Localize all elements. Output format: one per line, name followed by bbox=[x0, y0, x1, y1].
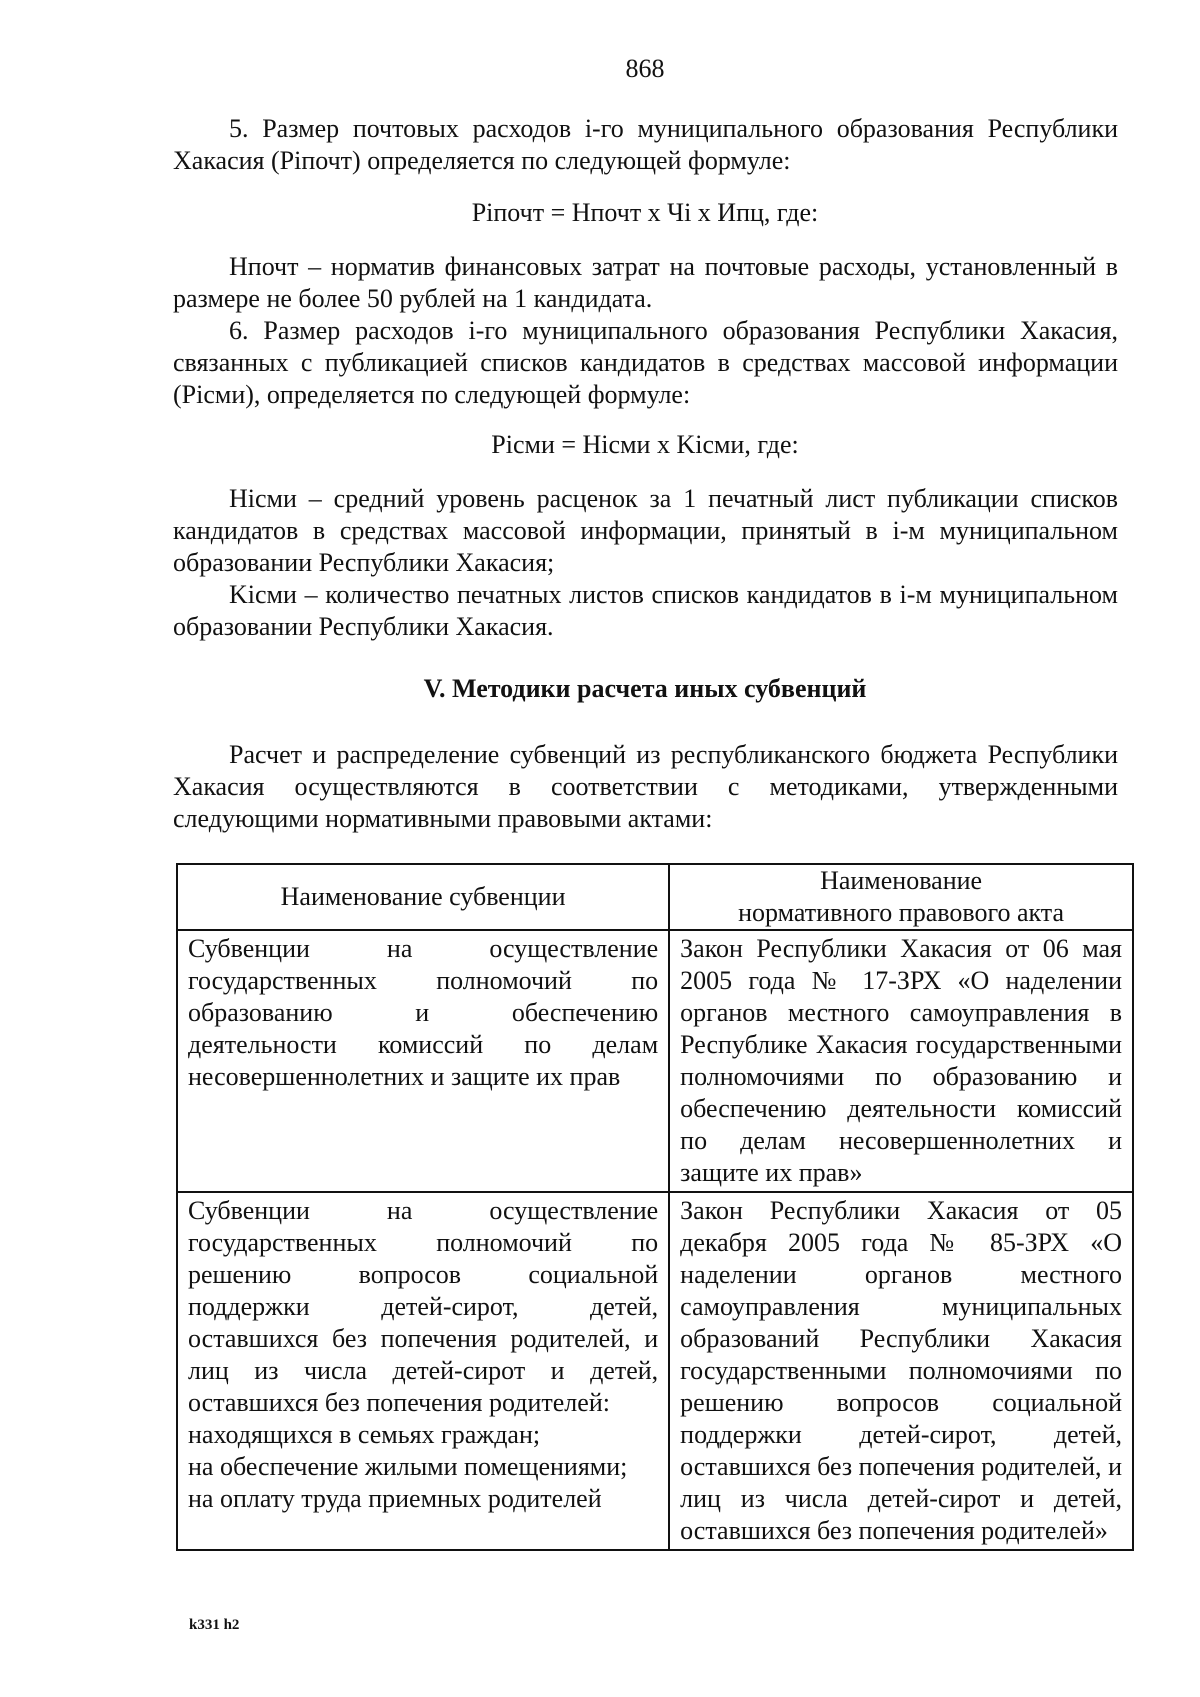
header-act-name bbox=[669, 864, 1133, 930]
section-v-heading: V. Методики расчета иных субвенций bbox=[423, 674, 867, 703]
footer-code: k331 h2 bbox=[189, 1617, 240, 1633]
row2-act: Закон Республики Хакасия от 05 декабря 2005 года № 85-ЗРХ «О наделении органов местного самоуправления муниципальных образований Республики Хакасия государственными полномочиями по решению вопросов социальной поддержки детей-сирот, детей, оставшихся без попечения родителей, и лиц из числа детей-сирот и детей, оставшихся без попечения родителей» bbox=[669, 1192, 1133, 1550]
paragraph-5-definitions bbox=[173, 251, 1118, 411]
header-act-line1: Наименование bbox=[820, 866, 983, 895]
paragraph-5-text: 5. Размер почтовых расходов i-го муниципального образования Республики Хакасия (Piпочт) определяется по следующей формуле: bbox=[173, 114, 1118, 175]
row1-subsidy: Субвенции на осуществление государственных полномочий по образованию и обеспечению деятельности комиссий по делам несовершеннолетних и защите их прав bbox=[177, 930, 669, 1192]
row2-subsidy bbox=[177, 1192, 669, 1550]
paragraph-6-definitions bbox=[173, 483, 1118, 643]
definition-hismi: Hiсми – средний уровень расценок за 1 печатный лист публикации списков кандидатов в средствах массовой информации, принятый в i-м муниципальном образовании Республики Хакасия; bbox=[173, 484, 1118, 577]
paragraph-5 bbox=[173, 113, 1118, 177]
table-header-row bbox=[177, 864, 1133, 930]
definition-npocht: Нпочт – норматив финансовых затрат на почтовые расходы, установленный в размере не более 50 рублей на 1 кандидата. bbox=[173, 252, 1118, 313]
formula-media: Piсми = Hiсми х Kiсми, где: bbox=[491, 430, 799, 459]
section-v-intro-text: Расчет и распределение субвенций из республиканского бюджета Республики Хакасия осуществляются в соответствии с методиками, утвержденными следующими нормативными правовыми актами: bbox=[173, 740, 1118, 833]
row2-subsidy-item: на обеспечение жилыми помещениями; bbox=[188, 1452, 628, 1481]
table-row bbox=[177, 930, 1133, 1192]
row1-act: Закон Республики Хакасия от 06 мая 2005 года № 17-ЗРХ «О наделении органов местного самоуправления в Республике Хакасия государственными полномочиями по образованию и обеспечению деятельности комиссий по делам несовершеннолетних и защите их прав» bbox=[669, 930, 1133, 1192]
table-row bbox=[177, 1192, 1133, 1550]
paragraph-6-text: 6. Размер расходов i-го муниципального образования Республики Хакасия, связанных с публикацией списков кандидатов в средствах массовой информации (Piсми), определяется по следующей формуле: bbox=[173, 316, 1118, 409]
definition-kismi: Kiсми – количество печатных листов списков кандидатов в i-м муниципальном образовании Республики Хакасия. bbox=[173, 580, 1118, 641]
header-subsidy-name: Наименование субвенции bbox=[177, 864, 669, 930]
row2-subsidy-main: Субвенции на осуществление государственных полномочий по решению вопросов социальной поддержки детей-сирот, детей, оставшихся без попечения родителей, и лиц из числа детей-сирот и детей, оставшихся без попечения родителей: bbox=[188, 1196, 659, 1417]
formula-postal: Piпочт = Нпочт х Чi х Ипц, где: bbox=[471, 198, 819, 227]
subsidies-table bbox=[176, 863, 1134, 1551]
page-number: 868 bbox=[625, 54, 665, 83]
header-act-line2: нормативного правового акта bbox=[738, 898, 1065, 927]
row2-subsidy-item: находящихся в семьях граждан; bbox=[188, 1420, 541, 1449]
section-v-intro bbox=[173, 739, 1118, 835]
row2-subsidy-item: на оплату труда приемных родителей bbox=[188, 1484, 602, 1513]
